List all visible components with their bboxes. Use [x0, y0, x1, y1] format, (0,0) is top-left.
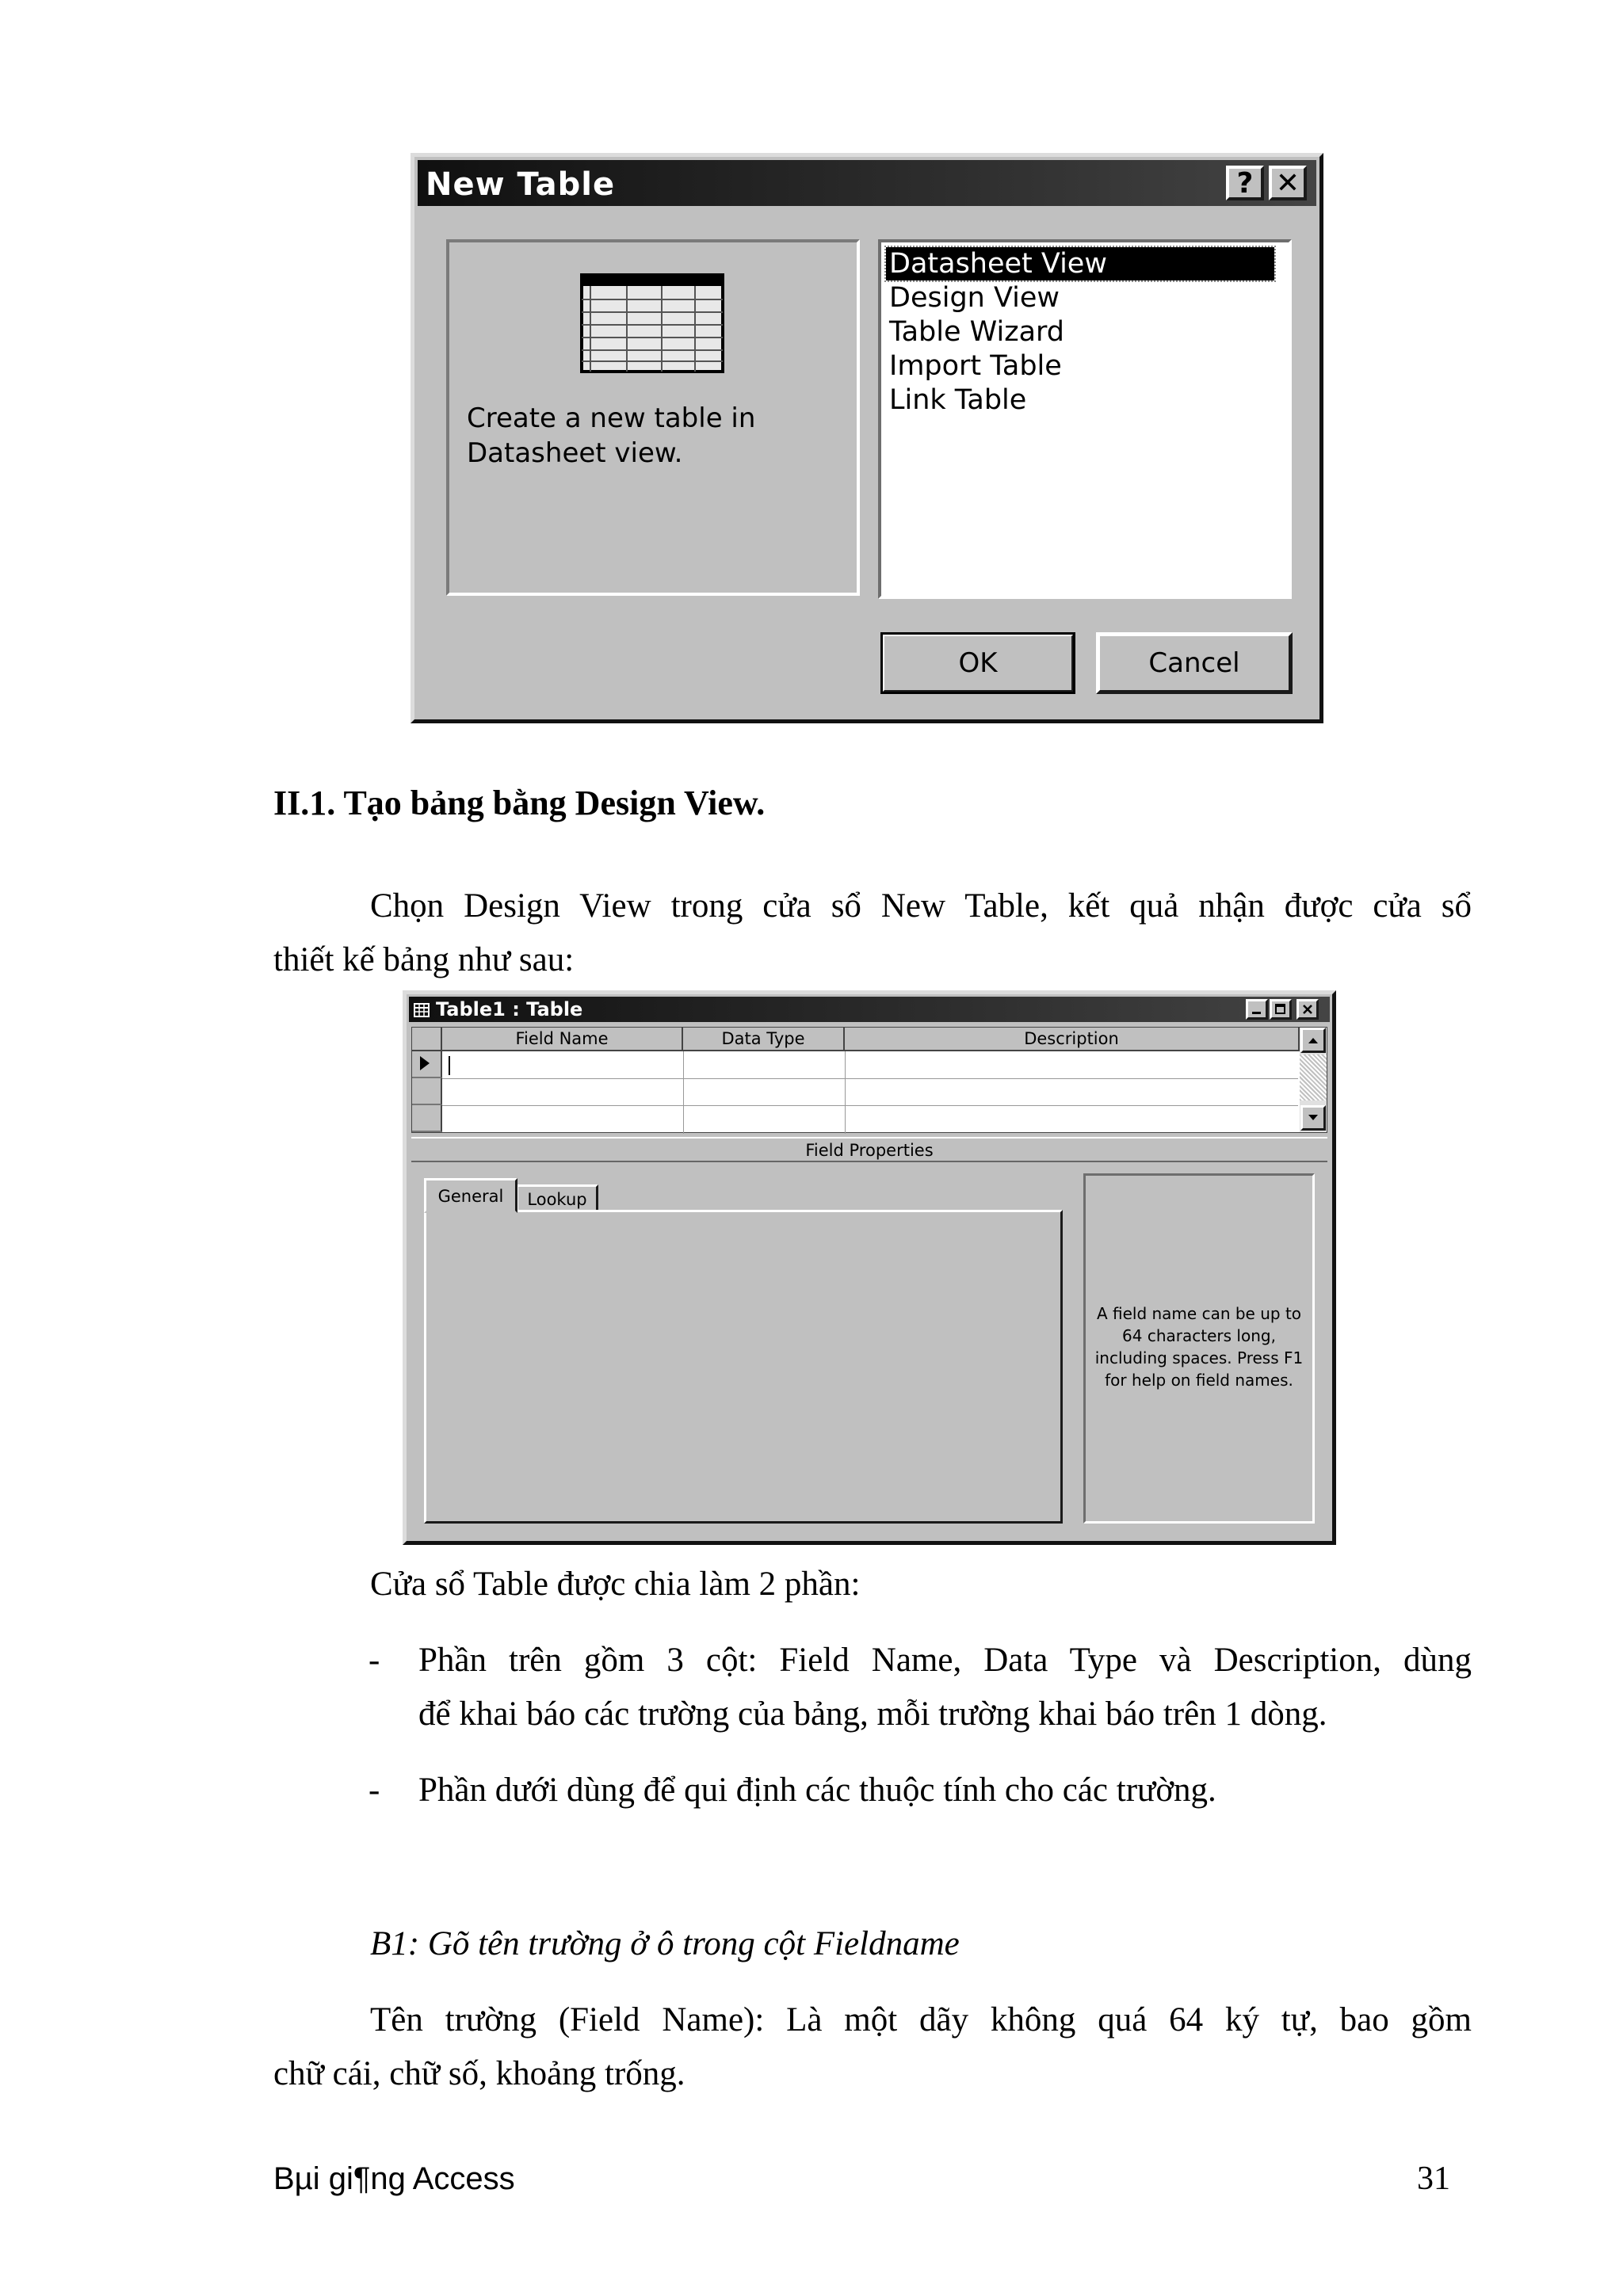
bullet-dash: - — [369, 1642, 380, 1679]
grid-line — [442, 1105, 1298, 1106]
close-icon — [1302, 1004, 1313, 1015]
list-item-design-view[interactable]: Design View — [889, 282, 1060, 314]
field-help-text: A field name can be up to 64 characters long, including spaces. Press F1 for help on field names. — [1094, 1304, 1304, 1390]
table-window-title: Table1 : Table — [436, 998, 583, 1020]
tab-general[interactable]: General — [424, 1178, 517, 1213]
minimize-button[interactable] — [1246, 999, 1268, 1020]
minimize-icon — [1251, 1004, 1262, 1015]
row-selector[interactable] — [412, 1105, 442, 1132]
list-item-table-wizard[interactable]: Table Wizard — [889, 316, 1065, 348]
view-listbox[interactable] — [878, 239, 1292, 599]
bullet-1-line-2: để khai báo các trường của bảng, mỗi trường khai báo trên 1 dòng. — [418, 1695, 1327, 1733]
footer-title: Bµi gi¶ng Access — [273, 2161, 515, 2196]
table-preview-icon — [579, 273, 727, 376]
table-design-window — [403, 990, 1336, 1545]
tab-lookup[interactable]: Lookup — [516, 1184, 598, 1211]
table-icon — [414, 1003, 430, 1017]
new-table-titlebar[interactable] — [418, 160, 1316, 206]
column-header-data-type[interactable]: Data Type — [683, 1028, 845, 1051]
close-button[interactable]: ✕ — [1269, 166, 1307, 200]
grid-corner — [412, 1028, 442, 1051]
split-intro: Cửa sổ Table được chia làm 2 phần: — [370, 1566, 861, 1603]
field-name-cell[interactable] — [444, 1052, 683, 1078]
ok-button[interactable]: OK — [880, 632, 1075, 694]
preview-description: Create a new table in Datasheet view. — [467, 402, 756, 469]
grid-line — [442, 1078, 1298, 1079]
cancel-button[interactable]: Cancel — [1096, 632, 1293, 694]
column-header-field-name[interactable]: Field Name — [442, 1028, 683, 1051]
general-tab-panel — [424, 1210, 1063, 1524]
maximize-icon — [1275, 1004, 1286, 1015]
down-arrow-icon — [1307, 1113, 1319, 1123]
row-selector[interactable] — [412, 1078, 442, 1105]
field-name-line-1: Tên trường (Field Name): Là một dãy không quá 64 ký tự, bao gồm — [370, 2001, 1472, 2039]
current-row-arrow-icon — [412, 1051, 436, 1075]
scroll-down-button[interactable] — [1300, 1105, 1326, 1131]
field-properties-label: Field Properties — [411, 1137, 1327, 1162]
vertical-scrollbar[interactable] — [1300, 1028, 1327, 1132]
field-name-line-2: chữ cái, chữ số, khoảng trống. — [273, 2055, 685, 2092]
list-item-link-table[interactable]: Link Table — [889, 384, 1027, 416]
page-number: 31 — [1417, 2161, 1450, 2197]
bullet-2-line-1: Phần dưới dùng để qui định các thuộc tính cho các trường. — [418, 1772, 1216, 1809]
field-help-box — [1083, 1173, 1315, 1524]
row-selector-current[interactable] — [412, 1051, 442, 1078]
section-heading: II.1. Tạo bảng bằng Design View. — [273, 784, 766, 822]
new-table-dialog — [411, 153, 1323, 723]
field-grid — [411, 1027, 1327, 1133]
scroll-up-button[interactable] — [1300, 1028, 1326, 1053]
intro-line-1: Chọn Design View trong cửa sổ New Table, kết quả nhận được cửa sổ — [370, 887, 1472, 925]
scroll-track[interactable] — [1300, 1055, 1327, 1100]
new-table-title: New Table — [426, 166, 616, 203]
intro-line-2: thiết kế bảng như sau: — [273, 941, 575, 978]
list-item-datasheet-view[interactable]: Datasheet View — [886, 247, 1274, 280]
list-item-import-table[interactable]: Import Table — [889, 350, 1062, 382]
grid-line — [845, 1051, 846, 1134]
bullet-1-line-1: Phần trên gồm 3 cột: Field Name, Data Type và Description, dùng — [418, 1642, 1472, 1679]
column-header-description[interactable]: Description — [845, 1028, 1300, 1051]
step-b1: B1: Gõ tên trường ở ô trong cột Fieldname — [370, 1925, 960, 1962]
maximize-button[interactable] — [1270, 999, 1292, 1020]
table-window-titlebar[interactable] — [409, 997, 1330, 1022]
bullet-dash: - — [369, 1772, 380, 1809]
grid-line — [683, 1051, 684, 1134]
preview-panel — [446, 239, 860, 596]
up-arrow-icon — [1307, 1035, 1319, 1045]
close-window-button[interactable] — [1296, 999, 1319, 1020]
help-button[interactable]: ? — [1226, 166, 1264, 200]
